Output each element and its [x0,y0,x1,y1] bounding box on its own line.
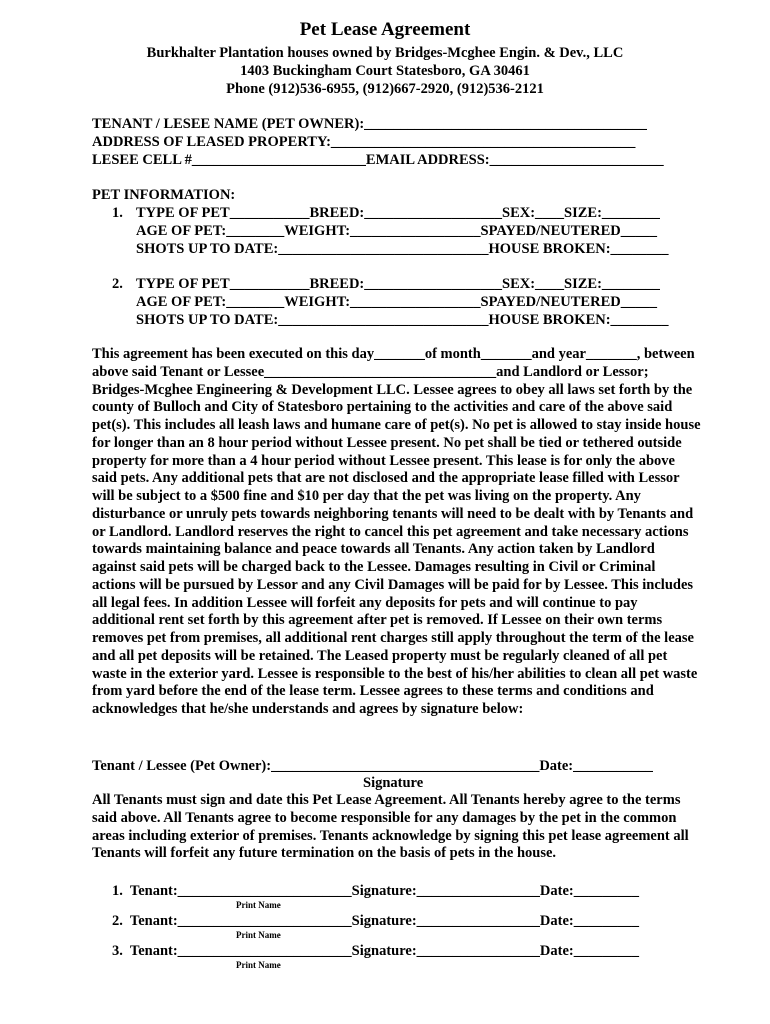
pet-shots-line: SHOTS UP TO DATE:_____________________________HOUSE BROKEN:________ [136,241,669,257]
document-title: Pet Lease Agreement [299,19,471,40]
pet-number: 2. [112,276,123,292]
cell-email-field: LESEE CELL #________________________EMAIL ADDRESS:________________________ [92,152,664,168]
pet-shots-line: SHOTS UP TO DATE:_____________________________HOUSE BROKEN:________ [136,312,669,328]
pet-number: 1. [112,205,123,221]
phone-line: Phone (912)536-6955, (912)667-2920, (912)536-2121 [226,81,544,97]
tenant-signature-row: 3. Tenant:________________________Signature:_________________Date:_________ [112,943,639,959]
print-name-caption: Print Name [236,930,281,940]
tenant-name-field: TENANT / LESEE NAME (PET OWNER):_______________________________________ [92,116,647,132]
print-name-caption: Print Name [236,960,281,970]
owner-signature-line: Tenant / Lessee (Pet Owner):_____________________________________Date:___________ [92,758,653,774]
pet-info-heading: PET INFORMATION: [92,187,236,203]
tenants-paragraph: All Tenants must sign and date this Pet Lease Agreement. All Tenants hereby agree to the terms said above. All Tenants agree to become responsible for any damages by the pet in the common areas including exterior of premises. Tenants acknowledge by signing this pet lease agreement all Tenants will forfeit any future termination on the basis of pets in the house. [92,792,689,862]
print-name-caption: Print Name [236,900,281,910]
tenant-signature-row: 1. Tenant:________________________Signature:_________________Date:_________ [112,883,639,899]
pet-age-weight-line: AGE OF PET:________WEIGHT:__________________SPAYED/NEUTERED_____ [136,223,657,239]
pet-type-breed-line: TYPE OF PET___________BREED:___________________SEX:____SIZE:________ [136,276,660,292]
pet-age-weight-line: AGE OF PET:________WEIGHT:__________________SPAYED/NEUTERED_____ [136,294,657,310]
agreement-paragraph: This agreement has been executed on this day_______of month_______and year_______, between above said Tenant or Lessee________________________________and Landlord or Lessor; Bridges-Mcghee Engineering & Development LLC. Lessee agrees to obey all laws set forth by the county of Bulloch and City of Statesboro pertaining to the activities and care of the above said pet(s). This includes all leash laws and humane care of pet(s). No pet is allowed to stay inside house for longer than an 8 hour period without Lessee present. No pet shall be tied or tethered outside property for more than a 4 hour period without Lessee present. This lease is for only the above said pets. Any additional pets that are not disclosed and the appropriate lease filled with Lessor will be subject to a $500 fine and $10 per day that the pet was living on the property. Any disturbance or unruly pets towards neighboring tenants will need to be dealt with by Tenants and or Landlord. Landlord reserves the right to cancel this pet agreement and take necessary actions towards maintaining balance and peace towards all Tenants. Any action taken by Landlord against said pets will be charged back to the Lessee. Damages resulting in Civil or Criminal actions will be pursued by Lessor and any Civil Damages will be paid for by Lessee. This includes all legal fees. In addition Lessee will forfeit any deposits for pets and will continue to pay additional rent set forth by this agreement after pet is removed. If Lessee on their own terms removes pet from premises, all additional rent charges still apply throughout the term of the lease and all pet deposits will be retained. The Leased property must be regularly cleaned of all pet waste in the exterior yard. Lessee is responsible to the best of his/her abilities to clean all pet waste from yard before the end of the lease term. Lessee agrees to these terms and conditions and acknowledges that he/she understands and agrees by signature below: [92,346,701,717]
address-line: 1403 Buckingham Court Statesboro, GA 30461 [240,63,530,79]
tenant-signature-row: 2. Tenant:________________________Signature:_________________Date:_________ [112,913,639,929]
signature-label: Signature [363,775,424,791]
property-address-field: ADDRESS OF LEASED PROPERTY:__________________________________________ [92,134,636,150]
pet-type-breed-line: TYPE OF PET___________BREED:___________________SEX:____SIZE:________ [136,205,660,221]
org-line: Burkhalter Plantation houses owned by Bridges-Mcghee Engin. & Dev., LLC [146,45,624,61]
